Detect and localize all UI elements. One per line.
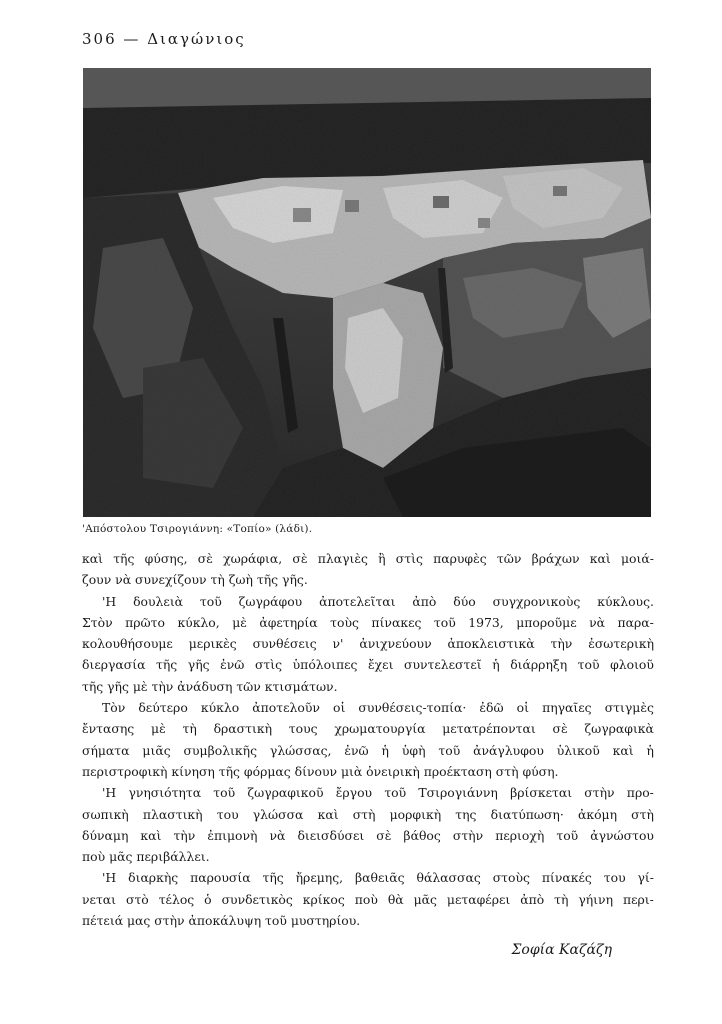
body-line: σωπικὴ πλαστικὴ του γλώσσα καὶ στὴ μορφικὴ της διατύπωση· ἀκόμη στὴ bbox=[82, 806, 654, 822]
body-line: νεται στὸ τέλος ὁ συνδετικὸς κρίκος ποὺ θὰ μᾶς μεταφέρει ἀπὸ τὴ γήινη περι- bbox=[82, 891, 654, 907]
body-line: διεργασία τῆς γῆς ἐνῶ στὶς ὑπόλοιπες ἔχει συντελεστεῖ ἡ διάρρηξη τοῦ φλοιοῦ bbox=[82, 657, 654, 673]
body-line: πέτειά μας στὴν ἀποκάλυψη τοῦ μυστηρίου. bbox=[82, 913, 361, 929]
running-header bbox=[82, 30, 246, 48]
page-number: 306 bbox=[82, 30, 117, 48]
body-line: 'Η διαρκὴς παρουσία τῆς ἤρεμης, βαθειᾶς θάλασσας στοὺς πίνακές του γί- bbox=[102, 870, 654, 886]
painting-image bbox=[83, 68, 651, 517]
body-line: τῆς γῆς μὲ τὴν ἀνάδυση τῶν κτισμάτων. bbox=[82, 678, 338, 694]
painting-reproduction bbox=[83, 68, 651, 517]
body-line: Στὸν πρῶτο κύκλο, μὲ ἀφετηρία τοὺς πίνακες τοῦ 1973, μποροῦμε νὰ παρα- bbox=[82, 614, 654, 630]
body-line: δύναμη καὶ τὴν ἐπιμονὴ νὰ διεισδύσει σὲ βάθος στὴν περιοχὴ τοῦ ἀγνώστου bbox=[82, 827, 654, 843]
body-line: σήματα μιᾶς συμβολικῆς γλώσσας, ἐνῶ ἡ ὑφὴ τοῦ ἀνάγλυφου ὑλικοῦ καὶ ἡ bbox=[82, 742, 654, 758]
body-line: ἔντασης μὲ τὴ δραστικὴ τους χρωματουργία μετατρέπονται σὲ ζωγραφικὰ bbox=[82, 721, 654, 737]
body-line: 'Η γνησιότητα τοῦ ζωγραφικοῦ ἔργου τοῦ Τσιρογιάννη βρίσκεται στὴν προ- bbox=[102, 785, 654, 801]
body-line: ζουν νὰ συνεχίζουν τὴ ζωὴ τῆς γῆς. bbox=[82, 572, 308, 588]
body-line: κολουθήσουμε μερικὲς συνθέσεις ν' ἀνιχνεύουν ἀποκλειστικὰ τὴν ἐσωτερικὴ bbox=[82, 636, 654, 652]
header-separator: — bbox=[123, 30, 141, 48]
body-line: καὶ τῆς φύσης, σὲ χωράφια, σὲ πλαγιὲς ἢ στὶς παρυφὲς τῶν βράχων καὶ μοιά- bbox=[82, 551, 654, 566]
body-line: περιστροφικὴ κίνηση τῆς φόρμας δίνουν μιὰ ὀνειρικὴ προέκταση στὴ φύση. bbox=[82, 763, 559, 779]
body-line: ποὺ μᾶς περιβάλλει. bbox=[82, 849, 210, 865]
journal-title: Διαγώνιος bbox=[147, 30, 246, 48]
body-line: Τὸν δεύτερο κύκλο ἀποτελοῦν οἱ συνθέσεις-τοπία· ἐδῶ οἱ πηγαῖες στιγμὲς bbox=[102, 700, 654, 716]
body-line: 'Η δουλειὰ τοῦ ζωγράφου ἀποτελεῖται ἀπὸ δύο συγχρονικοὺς κύκλους. bbox=[102, 593, 654, 609]
article-body bbox=[82, 548, 654, 931]
author-signature: Σοφία Καζάζη bbox=[511, 942, 612, 958]
figure-caption: 'Απόστολου Τσιρογιάννη: «Τοπίο» (λάδι). bbox=[82, 523, 313, 535]
